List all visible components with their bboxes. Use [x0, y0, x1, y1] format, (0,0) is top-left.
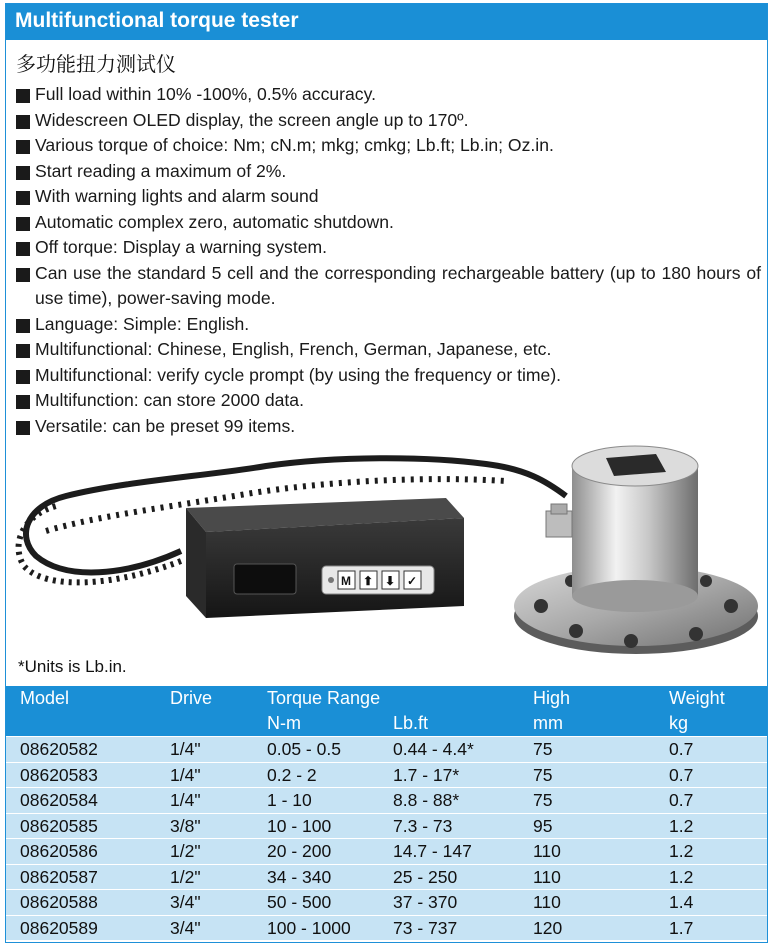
feature-item: Multifunctional: Chinese, English, French, German, Japanese, etc.	[16, 337, 761, 363]
header-nm: N-m	[267, 713, 301, 733]
down-key-label: ⬇	[385, 574, 396, 588]
oled-screen	[234, 564, 296, 594]
up-key-label: ⬆	[363, 574, 374, 588]
product-card	[5, 3, 768, 943]
bullet-square-icon	[16, 191, 30, 205]
header-lbft: Lb.ft	[393, 713, 429, 733]
feature-item: Automatic complex zero, automatic shutdown.	[16, 210, 761, 236]
bullet-square-icon	[16, 319, 30, 333]
bullet-square-icon	[16, 115, 30, 129]
table-row: 08620588 3/4" 50 - 500 37 - 370 110 1.4	[6, 890, 767, 916]
bullet-square-icon	[16, 89, 30, 103]
product-photo	[6, 436, 767, 656]
chinese-subtitle: 多功能扭力测试仪	[16, 52, 176, 76]
table-header-row	[6, 686, 767, 737]
table-row: 08620587 1/2" 34 - 340 25 - 250 110 1.2	[6, 864, 767, 890]
header-torque-range: Torque Range N-m Lb.ft	[267, 686, 533, 737]
feature-item: Off torque: Display a warning system.	[16, 235, 761, 261]
bullet-square-icon	[16, 217, 30, 231]
bullet-square-icon	[16, 344, 30, 358]
page-title: Multifunctional torque tester	[15, 9, 299, 32]
table-row: 08620586 1/2" 20 - 200 14.7 - 147 110 1.2	[6, 839, 767, 865]
connector-fitting	[546, 511, 572, 537]
spec-table	[6, 686, 767, 940]
bullet-square-icon	[16, 370, 30, 384]
feature-item: Various torque of choice: Nm; cN.m; mkg; cmkg; Lb.ft; Lb.in; Oz.in.	[16, 133, 761, 159]
ok-key-label: ✓	[407, 574, 418, 588]
bullet-square-icon	[16, 140, 30, 154]
header-high: High mm	[533, 686, 669, 737]
bullet-square-icon	[16, 268, 30, 282]
bullet-square-icon	[16, 166, 30, 180]
header-weight: Weight kg	[669, 686, 767, 737]
header-model: Model	[6, 686, 170, 737]
feature-item: Full load within 10% -100%, 0.5% accuracy.	[16, 82, 761, 108]
torque-transducer	[514, 446, 758, 654]
header-drive: Drive	[170, 686, 267, 737]
bullet-square-icon	[16, 242, 30, 256]
feature-item: Language: Simple: English.	[16, 312, 761, 338]
table-row: 08620583 1/4" 0.2 - 2 1.7 - 17* 75 0.7	[6, 762, 767, 788]
table-row: 08620582 1/4" 0.05 - 0.5 0.44 - 4.4* 75 0.7	[6, 737, 767, 763]
title-bar	[6, 4, 767, 40]
display-unit	[186, 498, 464, 618]
feature-item: With warning lights and alarm sound	[16, 184, 761, 210]
m-key-label: M	[341, 574, 351, 588]
feature-item: Can use the standard 5 cell and the corresponding rechargeable battery (up to 180 hours of use time), power-saving mode.	[16, 261, 761, 312]
feature-item: Multifunction: can store 2000 data.	[16, 388, 761, 414]
bullet-square-icon	[16, 395, 30, 409]
table-row: 08620584 1/4" 1 - 10 8.8 - 88* 75 0.7	[6, 788, 767, 814]
feature-item: Widescreen OLED display, the screen angle up to 170º.	[16, 108, 761, 134]
feature-list	[16, 82, 761, 439]
bullet-square-icon	[16, 421, 30, 435]
table-row: 08620585 3/8" 10 - 100 7.3 - 73 95 1.2	[6, 813, 767, 839]
feature-item: Multifunctional: verify cycle prompt (by using the frequency or time).	[16, 363, 761, 389]
units-note: *Units is Lb.in.	[18, 657, 127, 676]
table-row: 08620589 3/4" 100 - 1000 73 - 737 120 1.7	[6, 915, 767, 940]
feature-item: Versatile: can be preset 99 items.	[16, 414, 761, 440]
feature-item: Start reading a maximum of 2%.	[16, 159, 761, 185]
